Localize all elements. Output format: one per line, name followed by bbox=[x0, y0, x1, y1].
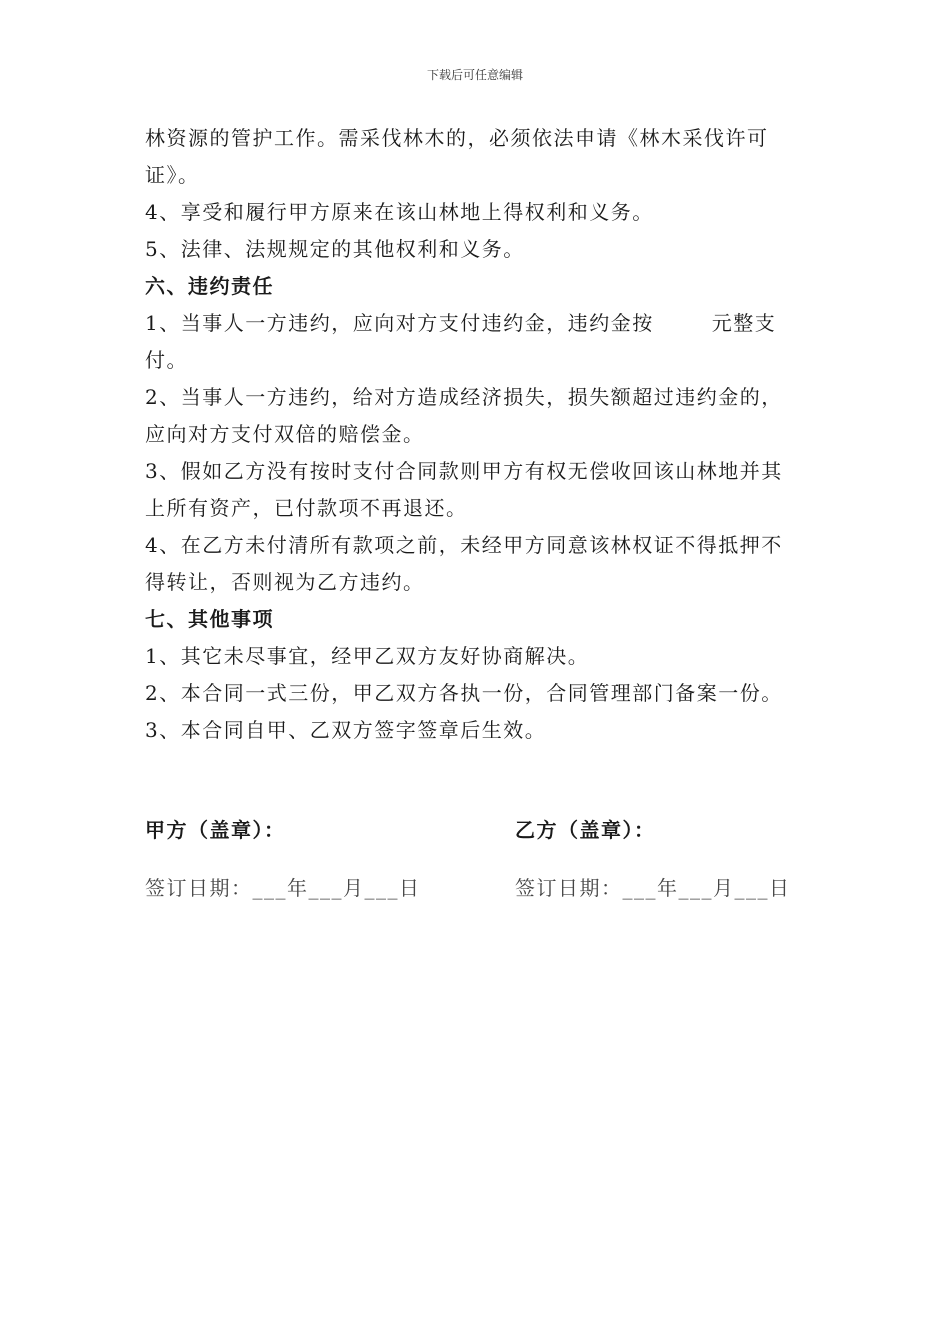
party-a-seal-label: 甲方（盖章）： bbox=[145, 818, 286, 842]
breach-clause-3: 3、假如乙方没有按时支付合同款则甲方有权无偿收回该山林地并其 bbox=[145, 459, 783, 483]
party-a-sign-date: 签订日期：___年___月___日 bbox=[145, 876, 421, 900]
breach-clause-1-unit: 元整支 bbox=[711, 311, 777, 335]
breach-clause-2-cont: 应向对方支付双倍的赔偿金。 bbox=[145, 422, 425, 446]
other-clause-1: 1、其它未尽事宜，经甲乙双方友好协商解决。 bbox=[145, 644, 590, 668]
clause-item-4: 4、享受和履行甲方原来在该山林地上得权利和义务。 bbox=[145, 200, 654, 224]
contract-body bbox=[145, 120, 815, 749]
breach-clause-3-cont: 上所有资产，已付款项不再退还。 bbox=[145, 496, 468, 520]
breach-clause-2: 2、当事人一方违约，给对方造成经济损失，损失额超过违约金的， bbox=[145, 385, 783, 409]
other-clause-3: 3、本合同自甲、乙双方签字签章后生效。 bbox=[145, 718, 547, 742]
breach-clause-4-cont: 得转让，否则视为乙方违约。 bbox=[145, 570, 425, 594]
clause-item-5: 5、法律、法规规定的其他权利和义务。 bbox=[145, 237, 525, 261]
breach-clause-1-text: 1、当事人一方违约，应向对方支付违约金，违约金按 bbox=[145, 311, 654, 335]
paragraph-line: 林资源的管护工作。需采伐林木的，必须依法申请《林木采伐许可 bbox=[145, 126, 769, 150]
party-b-signature-block bbox=[515, 812, 791, 907]
section-heading-breach-liability: 六、违约责任 bbox=[145, 274, 274, 298]
section-heading-other-matters: 七、其他事项 bbox=[145, 607, 274, 631]
breach-clause-1 bbox=[145, 305, 815, 342]
party-a-signature-block bbox=[145, 812, 421, 907]
page-header-note: 下载后可任意编辑 bbox=[426, 68, 523, 82]
party-b-seal-label: 乙方（盖章）： bbox=[515, 818, 656, 842]
breach-clause-4: 4、在乙方未付清所有款项之前，未经甲方同意该林权证不得抵押不 bbox=[145, 533, 783, 557]
party-b-sign-date: 签订日期：___年___月___日 bbox=[515, 876, 791, 900]
paragraph-line: 证》。 bbox=[145, 163, 200, 187]
other-clause-2: 2、本合同一式三份，甲乙双方各执一份，合同管理部门备案一份。 bbox=[145, 681, 783, 705]
breach-clause-1-cont: 付。 bbox=[145, 348, 188, 372]
